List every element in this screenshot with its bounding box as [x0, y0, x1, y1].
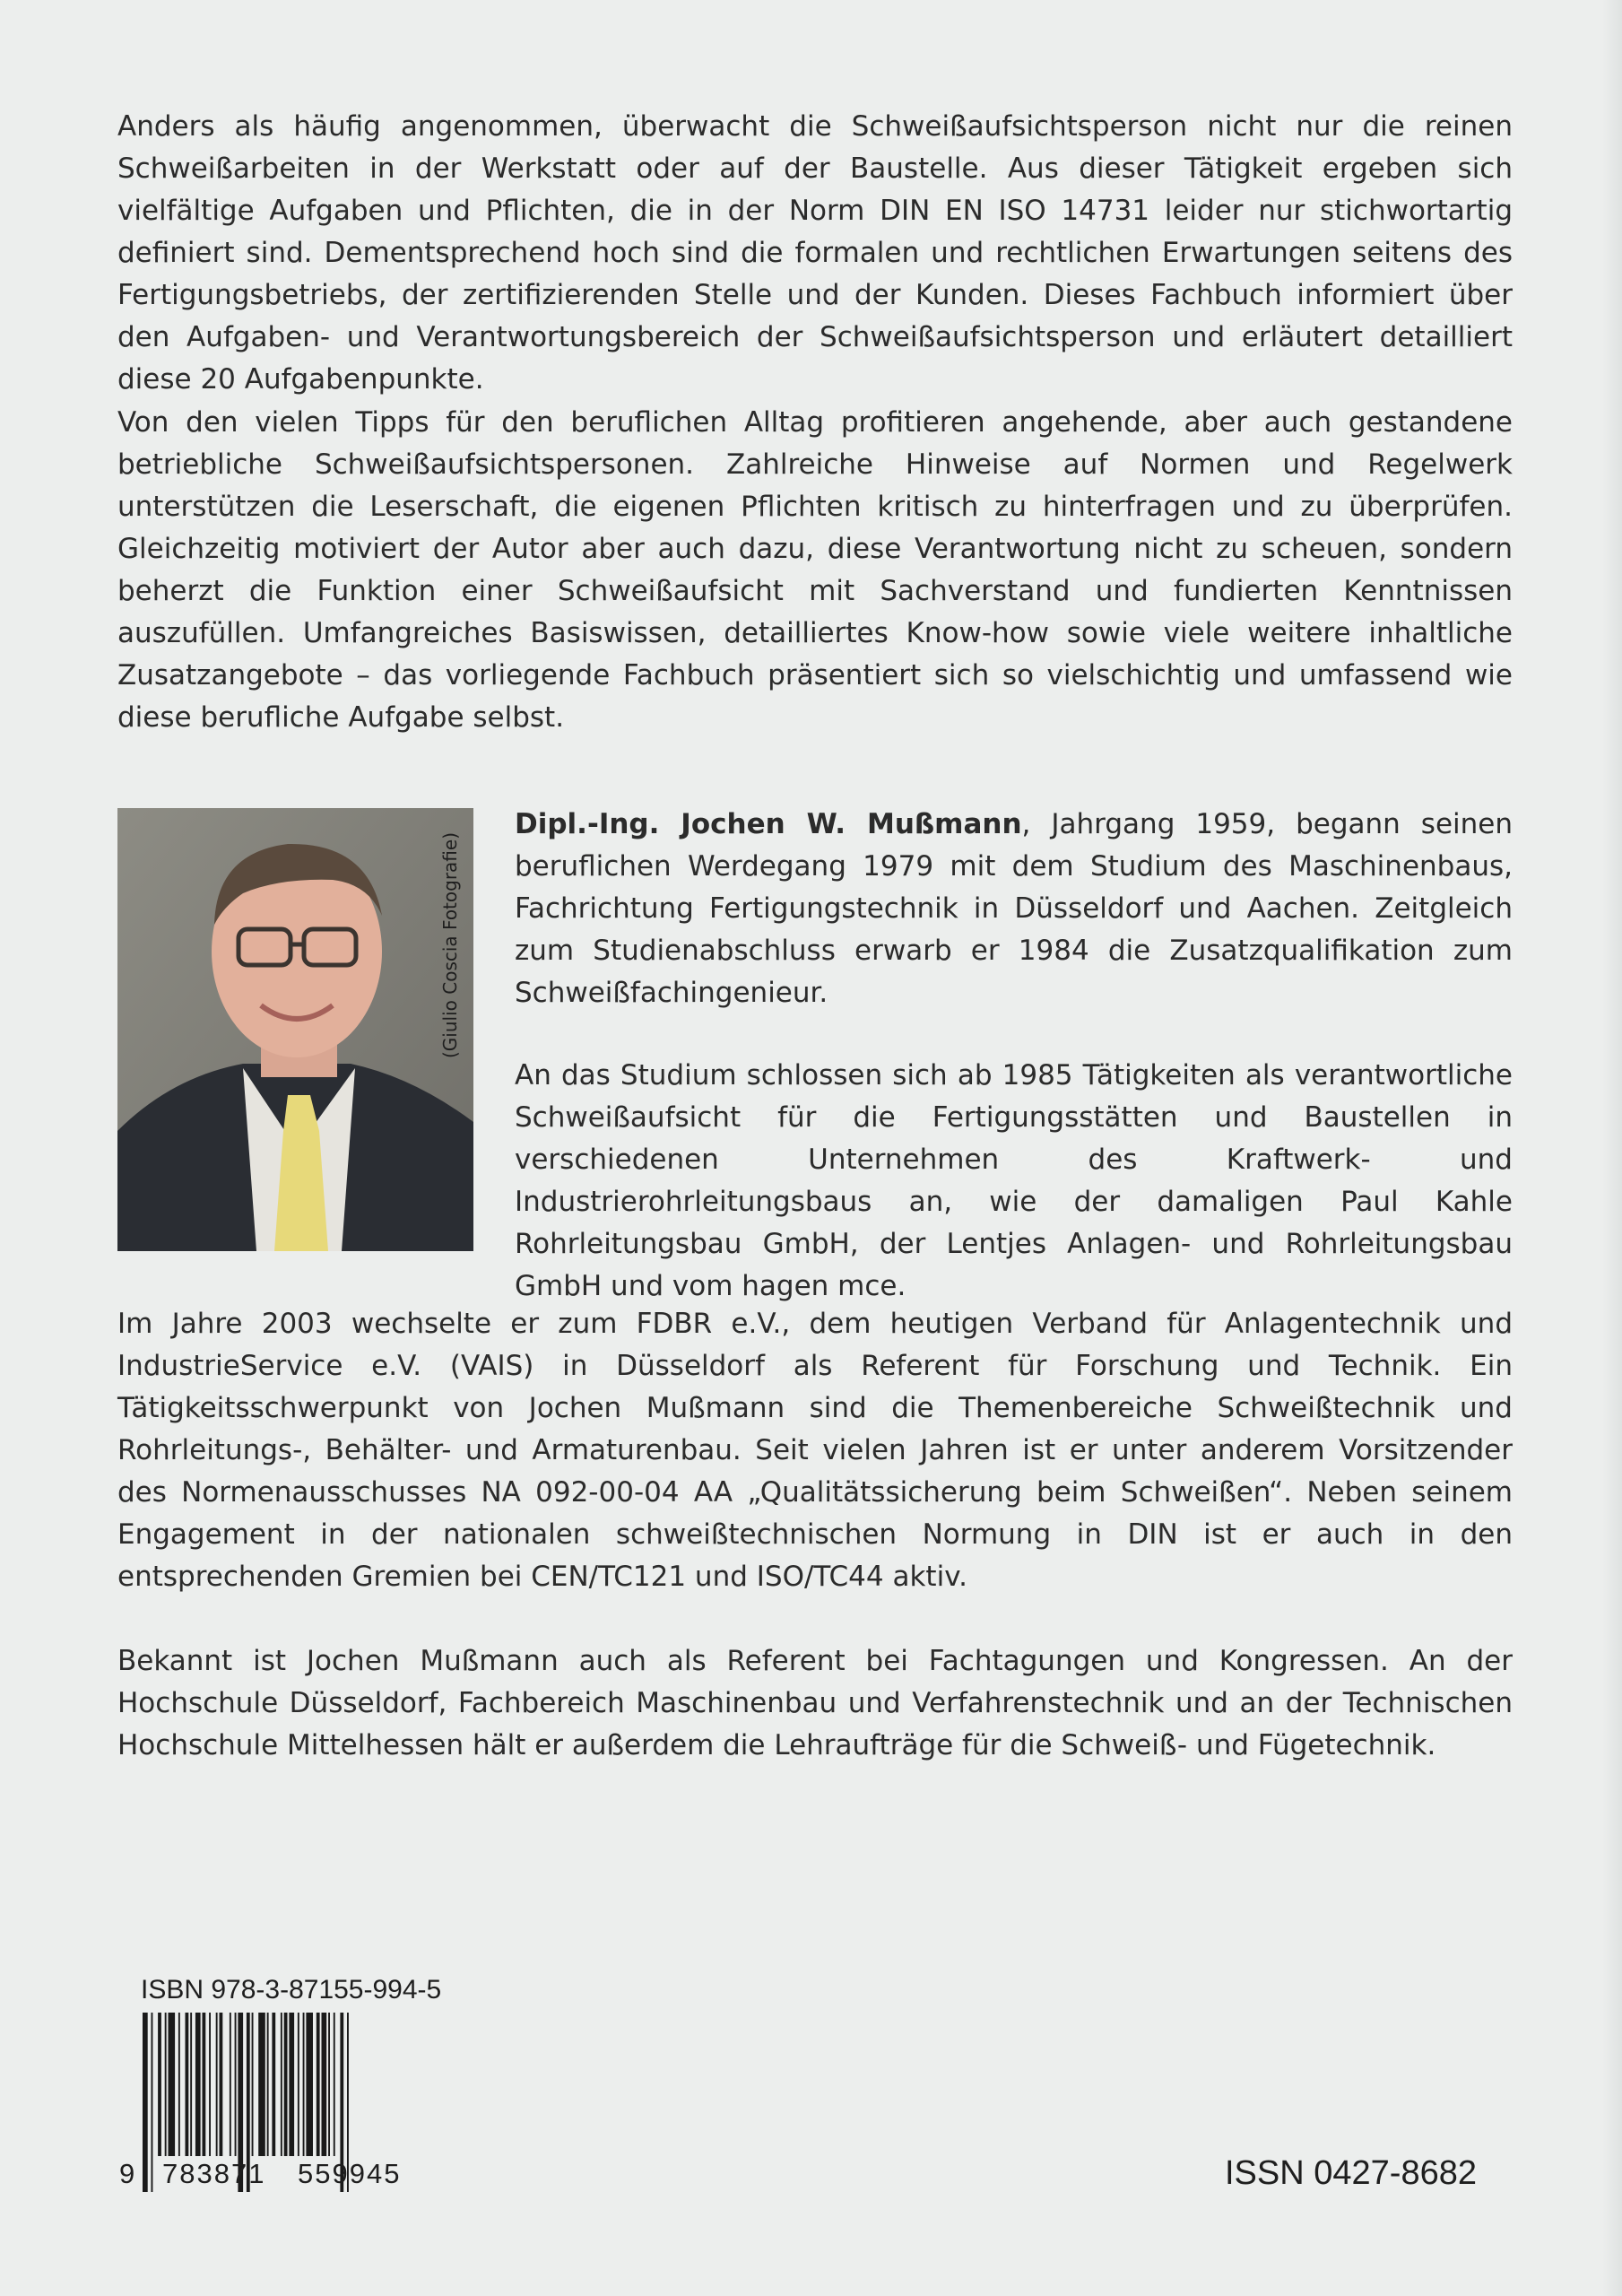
barcode-left-digits: 783871: [162, 2158, 266, 2189]
barcode-bar: [235, 2013, 237, 2156]
barcode-bar: [258, 2013, 265, 2156]
barcode-bar: [328, 2013, 330, 2156]
barcode-lead-digit: 9: [119, 2158, 135, 2189]
barcode-bar: [203, 2013, 206, 2156]
barcode-right-digits: 559945: [298, 2158, 402, 2189]
barcode-bar: [289, 2013, 294, 2156]
barcode-bar: [209, 2013, 211, 2156]
barcode-bar: [216, 2013, 218, 2156]
author-bio-2: An das Studium schlossen sich ab 1985 Tätigkeiten als verantwortliche Schweißaufsicht für die Fertigungsstätten und Baustellen in verschiedenen Unternehmen des Kraftwerk- und Industrierohrleitungsbaus an, wie der damaligen Paul Kahle Rohrleitungsbau GmbH, der Lentjes Anlagen- und Rohrleitungsbau GmbH und vom hagen mce.: [515, 1059, 1513, 1302]
barcode-bar: [284, 2013, 288, 2156]
barcode-bar: [178, 2013, 180, 2156]
barcode-bar: [158, 2013, 161, 2156]
barcode-bar: [165, 2013, 167, 2156]
barcode-bar: [272, 2013, 275, 2156]
intro-paragraph-2: Von den vielen Tipps für den beruflichen Alltag profitieren angehende, aber auch gestandene betriebliche Schweißaufsichtspersonen. Zahlreiche Hinweise auf Normen und Regelwerk unterstützen die Leserschaft, die eigenen Pflichten kritisch zu hinterfragen und zu überprüfen. Gleichzeitig motiviert der Autor aber auch dazu, diese Verantwortung nicht zu scheuen, sondern beherzt die Funktion einer Schweißaufsicht mit Sachverstand und fundierten Kenntnissen auszufüllen. Umfangreiches Basiswissen, detailliertes Know-how sowie viele weitere inhaltliche Zusatzangebote – das vorliegende Fachbuch präsentiert sich so vielschichtig und umfassend wie diese berufliche Aufgabe selbst.: [117, 406, 1513, 734]
barcode-bar: [143, 2013, 148, 2192]
barcode-bar: [322, 2013, 327, 2156]
isbn-label: ISBN 978-3-87155-994-5: [141, 1975, 442, 2005]
barcode-bar: [317, 2013, 320, 2156]
barcode-bar: [190, 2013, 192, 2156]
barcode-bar: [195, 2013, 201, 2156]
author-bio-1: [515, 804, 1513, 1014]
barcode-bar: [267, 2013, 269, 2156]
barcode-bar: [169, 2013, 176, 2156]
author-bio-4: Bekannt ist Jochen Mußmann auch als Referent bei Fachtagungen und Kongressen. An der Hochschule Düsseldorf, Fachbereich Maschinenbau und Verfahrenstechnik und an der Technischen Hochschule Mittelhessen hält er außerdem die Lehraufträge für die Schweiß- und Fügetechnik.: [117, 1645, 1513, 1761]
author-name: Dipl.-Ing. Jochen W. Mußmann: [515, 808, 1022, 840]
author-photo: [117, 808, 473, 1251]
barcode-bar: [334, 2013, 335, 2156]
intro-paragraph-1: Anders als häufig angenommen, überwacht die Schweißaufsichtsperson nicht nur die reinen Schweißarbeiten in der Werkstatt oder auf der Baustelle. Aus dieser Tätigkeit ergeben sich vielfältige Aufgaben und Pflichten, die in der Norm DIN EN ISO 14731 leider nur stichwortartig definiert sind. Dementsprechend hoch sind die formalen und rechtlichen Erwartungen seitens des Fertigungsbetriebs, der zertifizierenden Stelle und der Kunden. Dieses Fachbuch informiert über den Aufgaben- und Verantwortungsbereich der Schweißaufsichtsperson und erläutert detailliert diese 20 Aufgabenpunkte.: [117, 110, 1513, 396]
issn-label: ISSN 0427-8682: [1225, 2154, 1477, 2192]
barcode-bar: [252, 2013, 254, 2156]
barcode-bar: [298, 2013, 299, 2156]
author-bio-1-text: , Jahrgang 1959, begann seinen beruflichen Werdegang 1979 mit dem Studium des Maschinenbaus, Fachrichtung Fertigungstechnik in Düsseldorf und Aachen. Zeitgleich zum Studienabschluss erwarb er 1984 die Zusatzqualifikation zum Schweißfachingenieur.: [515, 808, 1513, 1009]
barcode-bar: [230, 2013, 231, 2156]
barcode-bar: [306, 2013, 313, 2156]
barcode-bar: [186, 2013, 189, 2156]
barcode-bar: [303, 2013, 305, 2156]
barcode-bar: [220, 2013, 223, 2156]
barcode-bar: [281, 2013, 282, 2156]
photo-credit: (Giulio Coscia Fotografie): [439, 831, 461, 1058]
barcode-bar: [152, 2013, 153, 2192]
author-bio-3: Im Jahre 2003 wechselte er zum FDBR e.V., dem heutigen Verband für Anlagentechnik und IndustrieService e.V. (VAIS) in Düsseldorf als Referent für Forschung und Technik. Ein Tätigkeitsschwerpunkt von Jochen Mußmann sind die Themenbereiche Schweißtechnik und Rohrleitungs-, Behälter- und Armaturenbau. Seit vielen Jahren ist er unter anderem Vorsitzender des Normenausschusses NA 092-00-04 AA „Qualitätssicherung beim Schweißen“. Neben seinem Engagement in der nationalen schweißtechnischen Normung in DIN ist er auch in den entsprechenden Gremien bei CEN/TC121 und ISO/TC44 aktiv.: [117, 1308, 1513, 1593]
page-edge: [1602, 0, 1622, 2296]
